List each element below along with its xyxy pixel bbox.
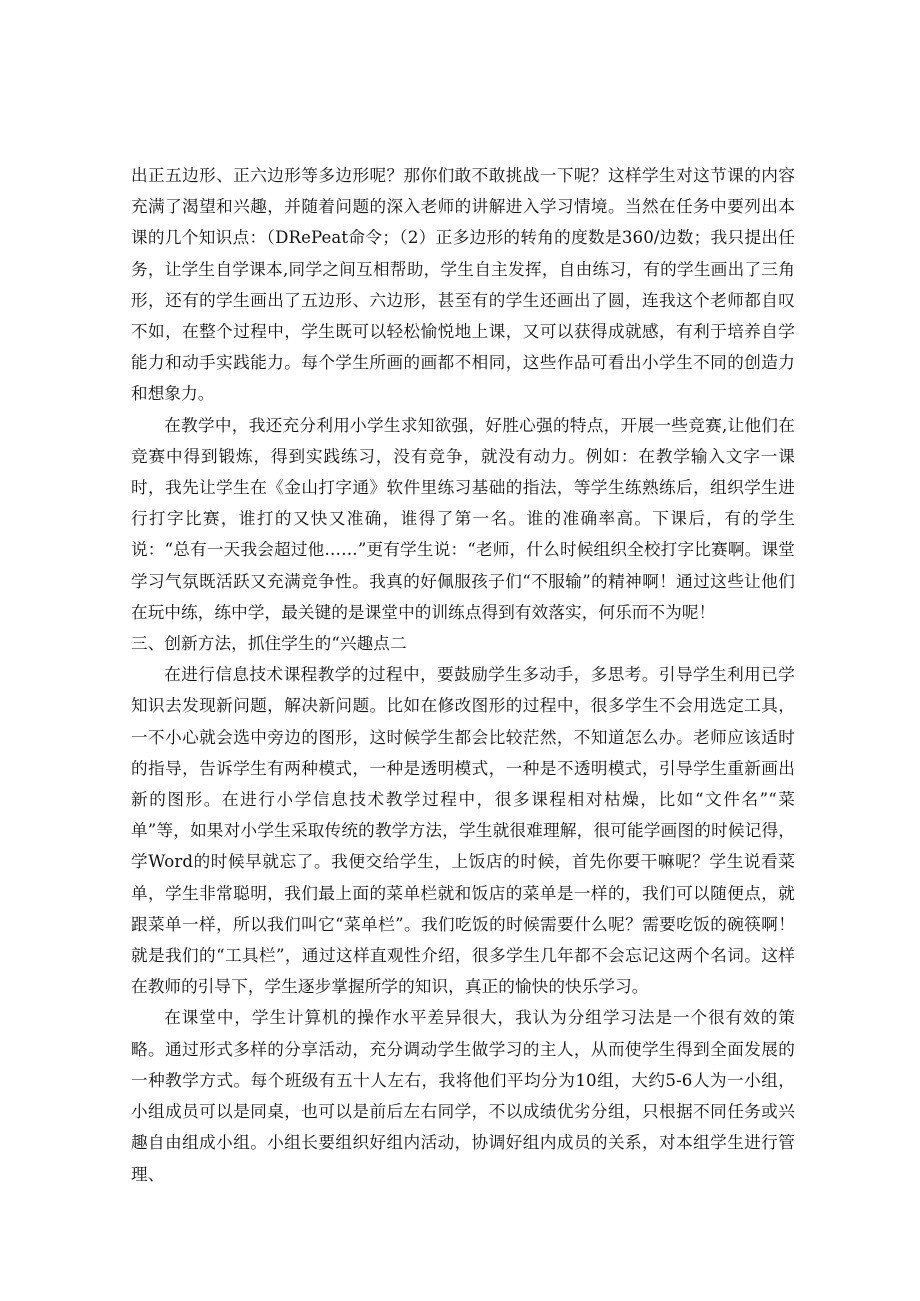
paragraph-4: 在课堂中，学生计算机的操作水平差异很大，我认为分组学习法是一个很有效的策略。通过形式多样的分享活动，充分调动学生做学习的主人，从而使学生得到全面发展的一种教学方式。每个班级有五十人左右，我将他们平均分为10组，大约5-6人为一小组，小组成员可以是同桌，也可以是前后左右同学，不以成绩优劣分组，只根据不同任务或兴趣自由组成小组。小组长要组织好组内活动，协调好组内成员的关系，对本组学生进行管理、: [131, 1008, 795, 1184]
paragraph-3: 在进行信息技术课程教学的过程中，要鼓励学生多动手，多思考。引导学生利用已学知识去发现新问题，解决新问题。比如在修改图形的过程中，很多学生不会用选定工具，一不小心就会选中旁边的图形，这时候学生都会比较茫然，不知道怎么办。老师应该适时的指导，告诉学生有两种模式，一种是透明模式，一种是不透明模式，引导学生重新画出新的图形。在进行小学信息技术教学过程中，很多课程相对枯燥，比如“文件名”“菜单”等，如果对小学生采取传统的教学方法，学生就很难理解，很可能学画图的时候记得，学Word的时候早就忘了。我便交给学生，上饭店的时候，首先你要干嘛呢？学生说看菜单，学生非常聪明，我们最上面的菜单栏就和饭店的菜单是一样的，我们可以随便点，就跟菜单一样，所以我们叫它“菜单栏”。我们吃饭的时候需要什么呢？需要吃饭的碗筷啊！就是我们的“工具栏”，通过这样直观性介绍，很多学生几年都不会忘记这两个名词。这样在教师的引导下，学生逐步掌握所学的知识，真正的愉快的快乐学习。: [131, 665, 795, 997]
paragraph-2: 在教学中，我还充分利用小学生求知欲强，好胜心强的特点，开展一些竞赛,让他们在竞赛中得到锻炼，得到实践练习，没有竞争，就没有动力。例如：在教学输入文字一课时，我先让学生在《金山打字通》软件里练习基础的指法，等学生练熟练后，组织学生进行打字比赛，谁打的又快又准确，谁得了第一名。谁的准确率高。下课后，有的学生说：“总有一天我会超过他……”更有学生说：“老师，什么时候组织全校打字比赛啊。课堂学习气氛既活跃又充满竞争性。我真的好佩服孩子们“不服输”的精神啊！通过这些让他们在玩中练，练中学，最关键的是课堂中的训练点得到有效落实，何乐而不为呢！: [131, 415, 795, 622]
document-page: [131, 160, 795, 1190]
section-heading: 三、创新方法，抓住学生的“兴趣点二: [131, 634, 407, 654]
paragraph-1: 出正五边形、正六边形等多边形呢？那你们敢不敢挑战一下呢？这样学生对这节课的内容充满了渴望和兴趣，并随着问题的深入老师的讲解进入学习情境。当然在任务中要列出本课的几个知识点：（DRePeat命令；（2）正多边形的转角的度数是360/边数；我只提出任务，让学生自学课本,同学之间互相帮助，学生自主发挥，自由练习，有的学生画出了三角形，还有的学生画出了五边形、六边形，甚至有的学生还画出了圆，连我这个老师都自叹不如，在整个过程中，学生既可以轻松愉悦地上课，又可以获得成就感，有利于培养自学能力和动手实践能力。每个学生所画的画都不相同，这些作品可看出小学生不同的创造力和想象力。: [131, 166, 795, 404]
